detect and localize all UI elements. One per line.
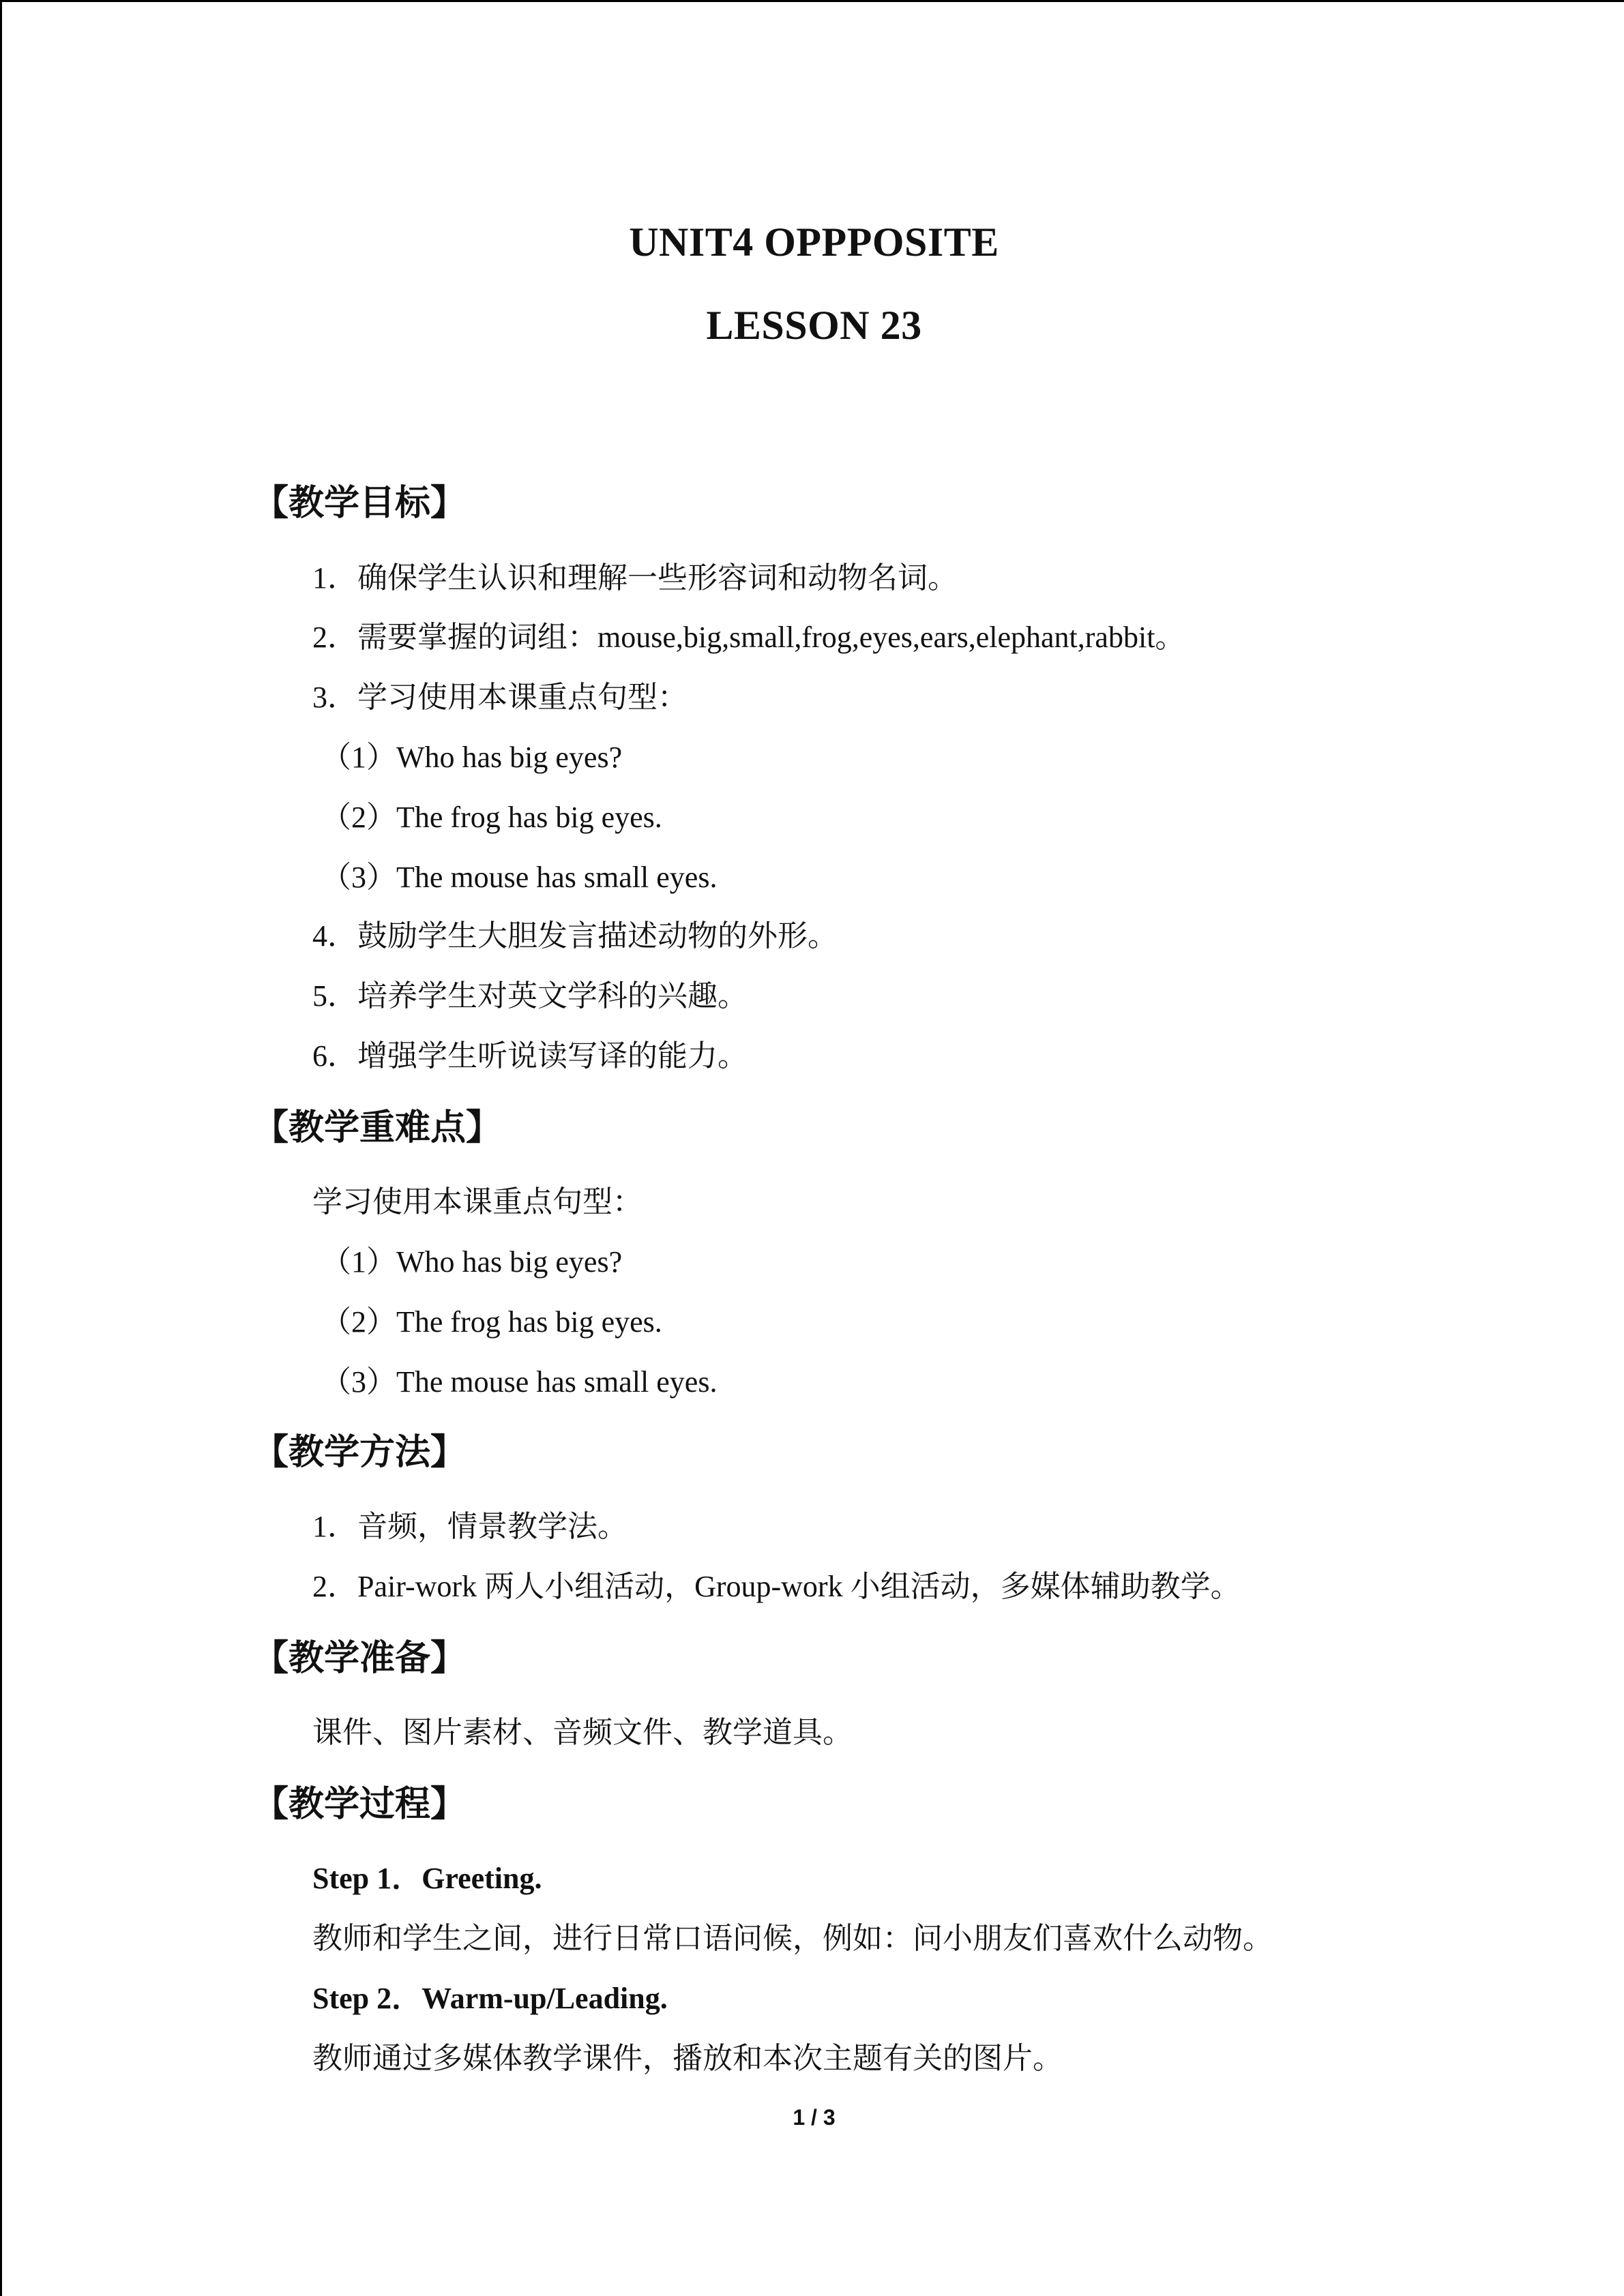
goal-item-6: 6．增强学生听说读写译的能力。	[312, 1039, 748, 1073]
goal-subitem-1: （1）Who has big eyes?	[321, 741, 623, 774]
key-point-2: （2）The frog has big eyes.	[321, 1305, 662, 1339]
goal-item-2: 2．需要掌握的词组：mouse,big,small,frog,eyes,ears,elephant,rabbit。	[312, 621, 1185, 654]
goal-subitem-2: （2）The frog has big eyes.	[321, 801, 662, 834]
section-heading-methods: 【教学方法】	[253, 1432, 467, 1473]
goal-item-5: 5．培养学生对英文学科的兴趣。	[312, 979, 748, 1013]
section-heading-key-points: 【教学重难点】	[253, 1107, 502, 1148]
method-item-2: 2．Pair-work 两人小组活动，Group-work 小组活动，多媒体辅助教学。	[312, 1570, 1241, 1603]
key-point-3: （3）The mouse has small eyes.	[321, 1365, 718, 1399]
method-item-1: 1．音频，情景教学法。	[312, 1510, 628, 1543]
goal-item-1: 1．确保学生认识和理解一些形容词和动物名词。	[312, 561, 958, 595]
step-1-title: Step 1．Greeting.	[312, 1862, 542, 1895]
unit-title: UNIT4 OPPPOSITE	[629, 220, 999, 265]
key-point-1: （1）Who has big eyes?	[321, 1245, 623, 1279]
section-heading-goals: 【教学目标】	[253, 483, 467, 524]
key-point-intro: 学习使用本课重点句型：	[312, 1185, 643, 1219]
preparation-item: 课件、图片素材、音频文件、教学道具。	[312, 1716, 853, 1749]
step-2-text: 教师通过多媒体教学课件，播放和本次主题有关的图片。	[312, 2042, 1063, 2075]
step-1-text: 教师和学生之间，进行日常口语问候，例如：问小朋友们喜欢什么动物。	[312, 1922, 1273, 1955]
lesson-title: LESSON 23	[706, 303, 922, 348]
page-number: 1 / 3	[793, 2105, 836, 2130]
step-2-title: Step 2．Warm-up/Leading.	[312, 1982, 668, 2015]
section-heading-process: 【教学过程】	[253, 1784, 467, 1825]
goal-subitem-3: （3）The mouse has small eyes.	[321, 861, 718, 894]
goal-item-3: 3．学习使用本课重点句型：	[312, 681, 688, 714]
section-heading-preparation: 【教学准备】	[253, 1638, 467, 1679]
goal-item-4: 4．鼓励学生大胆发言描述动物的外形。	[312, 919, 838, 953]
